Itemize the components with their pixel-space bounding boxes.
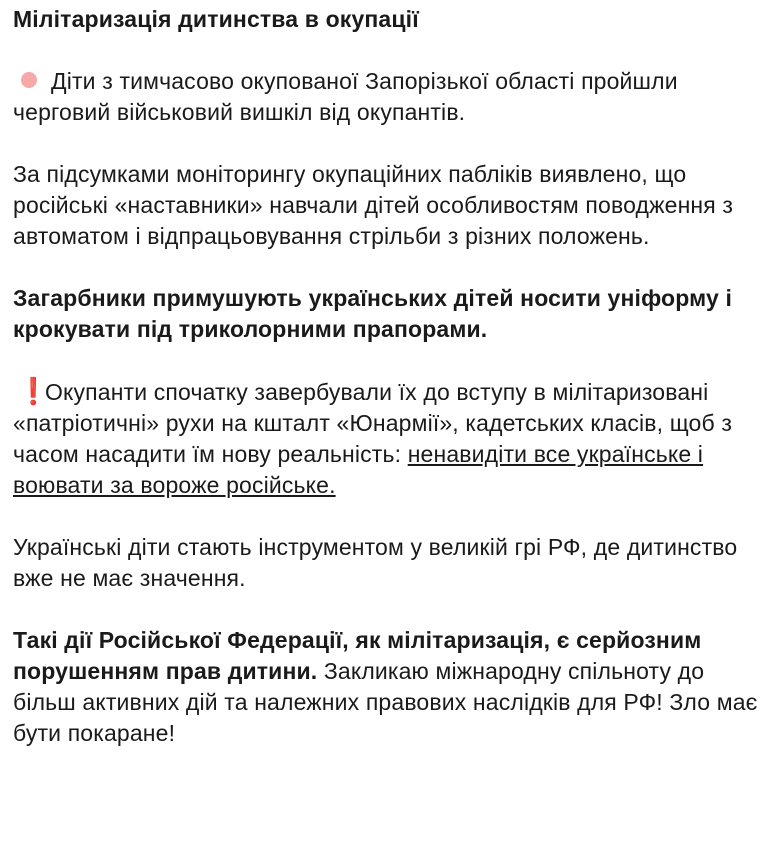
paragraph-1-text: Діти з тимчасово окупованої Запорізької області пройшли черговий військовий вишкіл від окупантів. bbox=[13, 68, 678, 125]
paragraph-1 bbox=[13, 66, 768, 128]
pink-circle-icon bbox=[21, 72, 37, 88]
paragraph-6-text: Закликаю міжнародну спільноту до більш активних дій та належних правових наслідків для РФ! Зло має бути покаране! bbox=[13, 658, 758, 746]
paragraph-4 bbox=[13, 376, 768, 501]
post-title: Мілітаризація дитинства в окупації bbox=[13, 6, 419, 32]
paragraph-2: За підсумками моніторингу окупаційних пабліків виявлено, що російські «наставники» навчали дітей особливостям поводження з автоматом і відпрацьовування стрільби з різних положень. bbox=[13, 161, 734, 249]
paragraph-6 bbox=[13, 625, 768, 749]
exclamation-mark-icon: ❗ bbox=[17, 376, 50, 406]
paragraph-6-bold: Такі дії Російської Федерації, як мілітаризація, є серйозним порушенням прав дитини. bbox=[13, 627, 702, 684]
paragraph-5: Українські діти стають інструментом у великій грі РФ, де дитинство вже не має значення. bbox=[13, 534, 738, 591]
paragraph-4-text: Окупанти спочатку завербували їх до вступу в мілітаризовані «патріотичні» рухи на кшталт «Юнармії», кадетських класів, щоб з часом насадити їм нову реальність: bbox=[13, 379, 733, 467]
paragraph-4-underlined: ненавидіти все українське і воювати за вороже російське. bbox=[13, 441, 704, 498]
paragraph-3-bold: Загарбники примушують українських дітей носити уніформу і крокувати під триколорними прапорами. bbox=[13, 285, 733, 342]
